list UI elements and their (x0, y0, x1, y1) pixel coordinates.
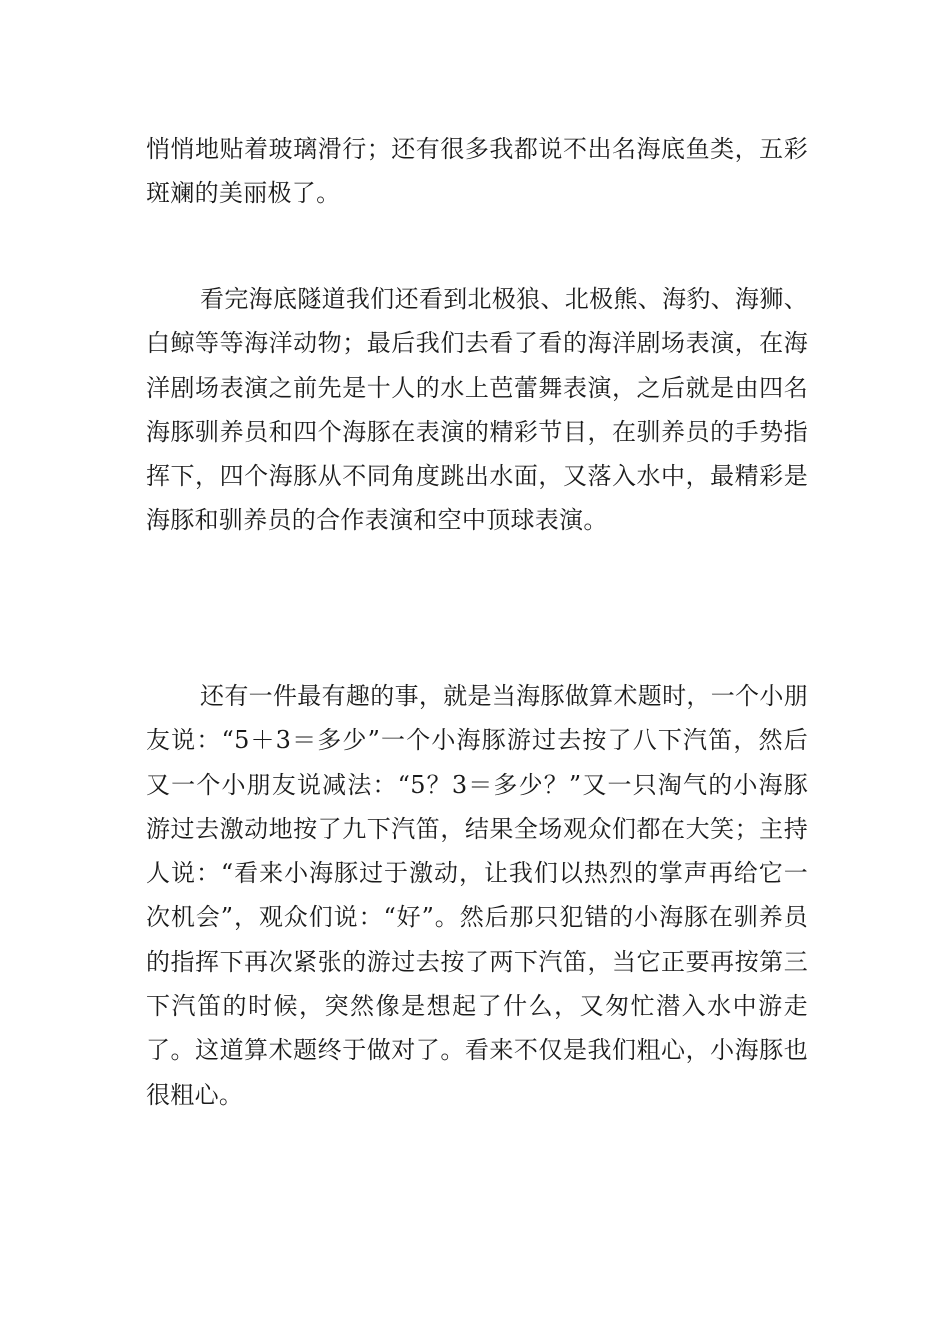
paragraph-dolphin-arithmetic: 还有一件最有趣的事，就是当海豚做算术题时，一个小朋友说：“5＋3＝多少”一个小海豚游过去按了八下汽笛，然后又一个小朋友说减法：“5？3＝多少？”又一只淘气的小海豚游过去激动地按了九下汽笛，结果全场观众们都在大笑；主持人说：“看来小海豚过于激动，让我们以热烈的掌声再给它一次机会”，观众们说：“好”。然后那只犯错的小海豚在驯养员的指挥下再次紧张的游过去按了两下汽笛，当它正要再按第三下汽笛的时候，突然像是想起了什么，又匆忙潜入水中游走了。这道算术题终于做对了。看来不仅是我们粗心，小海豚也很粗心。 (146, 682, 808, 1109)
paragraph-continuation: 悄悄地贴着玻璃滑行；还有很多我都说不出名海底鱼类，五彩斑斓的美丽极了。 (146, 135, 808, 208)
paragraph-marine-animals-show: 看完海底隧道我们还看到北极狼、北极熊、海豹、海狮、白鲸等等海洋动物；最后我们去看了看的海洋剧场表演，在海洋剧场表演之前先是十人的水上芭蕾舞表演，之后就是由四名海豚驯养员和四个海豚在表演的精彩节目，在驯养员的手势指挥下，四个海豚从不同角度跳出水面，又落入水中，最精彩是海豚和驯养员的合作表演和空中顶球表演。 (146, 285, 808, 535)
